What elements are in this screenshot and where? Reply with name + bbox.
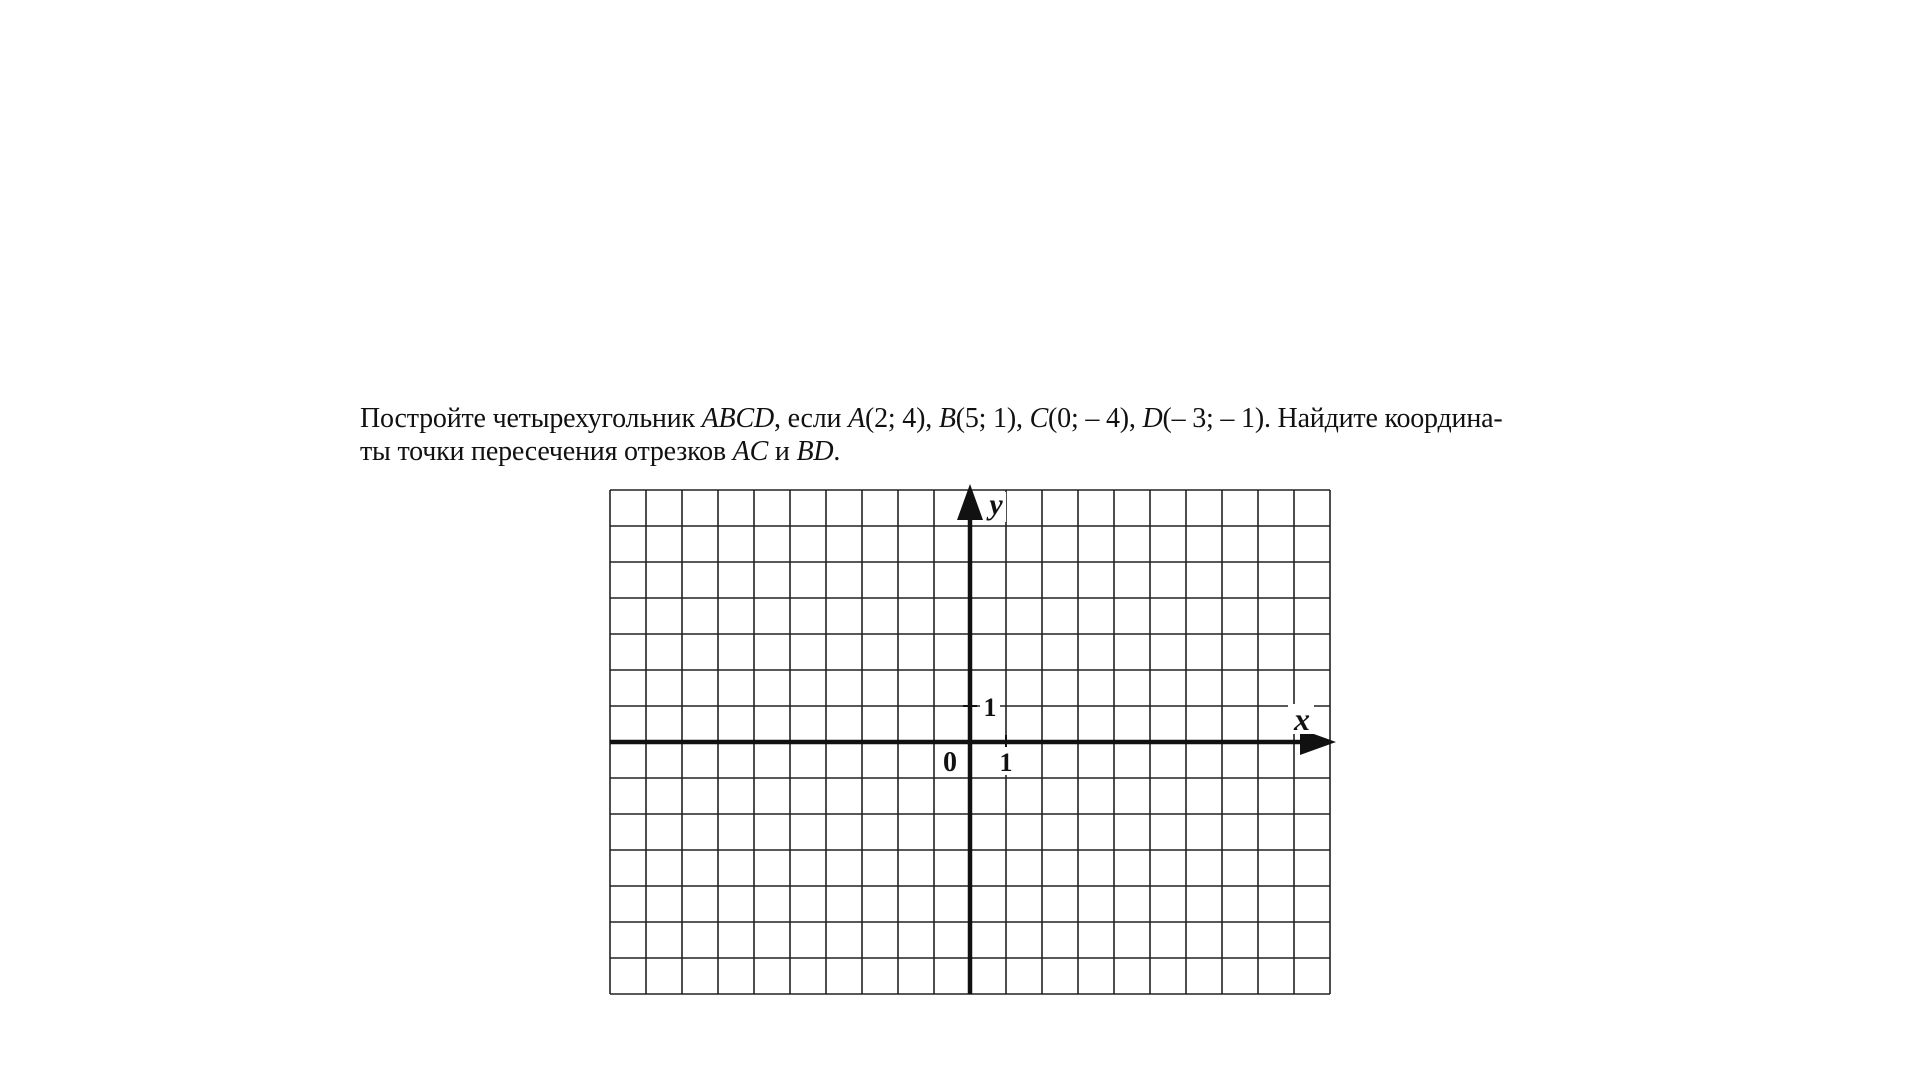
- problem-line-1-segment-6: (5; 1),: [955, 403, 1030, 434]
- axes: [610, 484, 1336, 994]
- problem-line-1-segment-7: C: [1029, 403, 1049, 434]
- problem-line-1-segment-1: ABCD: [701, 403, 774, 434]
- problem-line-2-segment-4: .: [833, 436, 841, 467]
- problem-line-2-segment-0: ты точки пересечения отрезков: [360, 436, 733, 467]
- y-axis-label: y: [989, 488, 1003, 521]
- problem-line-1-segment-5: B: [938, 403, 956, 434]
- problem-line-1-segment-4: (2; 4),: [865, 403, 939, 434]
- problem-line-1-segment-2: , если: [773, 403, 849, 434]
- x-unit-label: 1: [999, 748, 1013, 777]
- problem-line-1-segment-0: Постройте четырехугольник: [360, 403, 702, 434]
- y-unit-label: 1: [983, 693, 997, 722]
- problem-line-1-segment-9: D: [1142, 403, 1163, 434]
- problem-line-2-segment-3: BD: [796, 436, 834, 467]
- problem-line-2-segment-1: AC: [732, 436, 769, 467]
- problem-line-1-segment-10: (– 3; – 1). Найдите координа-: [1162, 403, 1503, 434]
- problem-line-2-segment-2: и: [768, 436, 797, 467]
- origin-label: 0: [943, 747, 957, 778]
- problem-line-1-segment-8: (0; – 4),: [1048, 403, 1143, 434]
- x-axis-label: x: [1294, 701, 1310, 737]
- problem-line-1-segment-3: A: [848, 403, 865, 434]
